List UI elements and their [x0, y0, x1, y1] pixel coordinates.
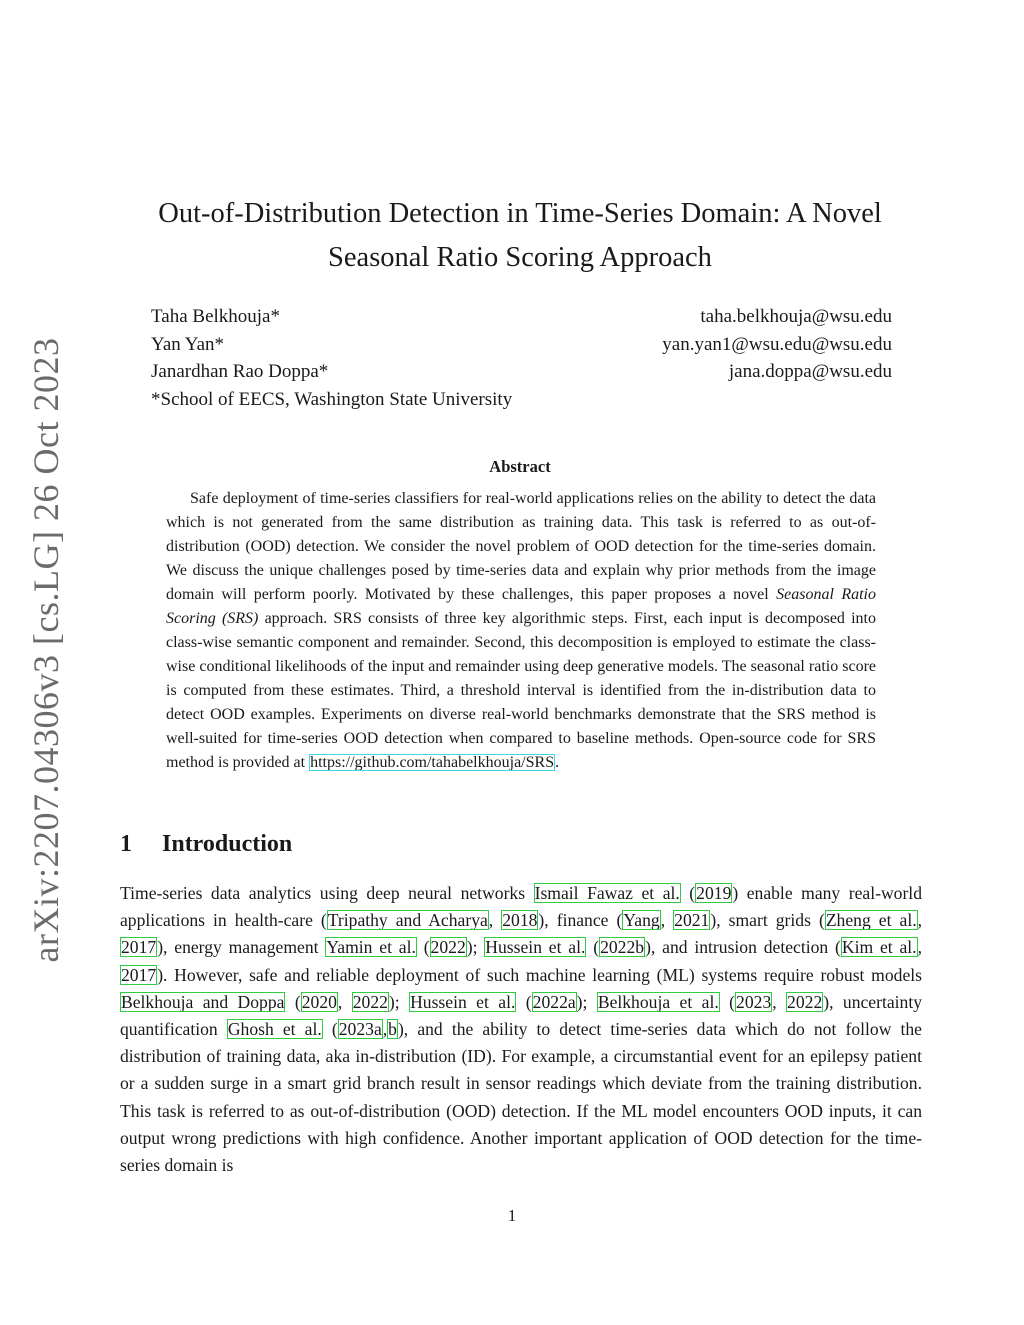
- citation-link[interactable]: 2022b: [600, 937, 645, 958]
- body-text: (: [719, 991, 736, 1012]
- author-email: yan.yan1@wsu.edu@wsu.edu: [662, 333, 892, 355]
- author-name: Janardhan Rao Doppa*: [151, 361, 329, 382]
- citation-link[interactable]: Hussein et al.: [410, 991, 516, 1012]
- citation-link[interactable]: Tripathy and Acharya: [327, 910, 488, 931]
- section-title: Introduction: [162, 831, 293, 857]
- intro-paragraph: [120, 880, 922, 1179]
- body-text: ,: [337, 991, 352, 1012]
- arxiv-identifier: arXiv:2207.04306v3 [cs.LG] 26 Oct 2023: [26, 337, 66, 963]
- author-row: [151, 358, 892, 386]
- body-text: ,: [660, 910, 674, 931]
- author-email: taha.belkhouja@wsu.edu: [700, 306, 892, 327]
- body-text: );: [576, 991, 597, 1012]
- citation-link[interactable]: 2017: [121, 937, 157, 958]
- abstract-text: .: [555, 754, 560, 771]
- abstract-text: Safe deployment of time-series classifiers for real-world applications relies on the ability to detect the data which is not generated from the same distribution as training data. This task is referred to as out-of-distribution (OOD) detection. We consider the novel problem of OOD detection for the time-series domain. We discuss the unique challenges posed by time-series data and explain why prior methods from the image domain will perform poorly. Motivated by these challenges, this paper proposes a novel: [166, 490, 876, 603]
- body-text: );: [388, 991, 410, 1012]
- title-line-1: Out-of-Distribution Detection in Time-Series Domain: A Novel: [158, 198, 882, 229]
- citation-link[interactable]: Ghosh et al.: [227, 1019, 322, 1040]
- body-text: ). However, safe and reliable deployment of such machine learning (ML) systems require robust models: [157, 964, 922, 985]
- author-email: jana.doppa@wsu.edu: [728, 361, 892, 382]
- section-heading: [120, 831, 292, 858]
- body-text: (: [680, 883, 696, 903]
- abstract-body: [166, 487, 876, 775]
- citation-link[interactable]: 2018: [502, 910, 538, 931]
- body-text: ), and intrusion detection (: [645, 937, 841, 958]
- body-text: ,: [488, 910, 502, 931]
- author-row: [151, 331, 892, 359]
- method-name: Seasonal Ratio Scoring (SRS): [166, 586, 876, 627]
- body-text: ), smart grids (: [710, 910, 825, 931]
- affiliation-text: *School of EECS, Washington State University: [151, 388, 513, 410]
- citation-link[interactable]: Kim et al.: [841, 937, 917, 958]
- body-text: ,: [917, 910, 923, 931]
- body-text: ), energy management: [157, 937, 326, 958]
- code-url-link[interactable]: https://github.com/tahabelkhouja/SRS: [310, 754, 555, 771]
- citation-link[interactable]: 2019: [696, 883, 732, 903]
- author-block: [151, 303, 892, 413]
- page-number: 1: [507, 1206, 517, 1225]
- body-text: ), uncertainty quantification: [120, 991, 923, 1040]
- paper-title: [120, 192, 920, 280]
- body-text: (: [586, 937, 600, 958]
- body-text: (: [516, 991, 532, 1012]
- abstract-text: approach. SRS consists of three key algorithmic steps. First, each input is decomposed into class-wise semantic component and remainder. Second, this decomposition is employed to estimate the class-wise conditional likelihoods of the input and remainder using deep generative models. The seasonal ratio score is computed from these estimates. Third, a threshold interval is identified from the in-distribution data to detect OOD examples. Experiments on diverse real-world benchmarks demonstrate that the SRS method is well-suited for time-series OOD detection when compared to baseline methods. Open-source code for SRS method is provided at: [166, 610, 877, 771]
- citation-link[interactable]: 2022: [430, 937, 466, 958]
- citation-link[interactable]: 2017: [121, 964, 157, 985]
- author-affiliation: [151, 386, 892, 414]
- body-text: );: [466, 937, 485, 958]
- citation-link[interactable]: 2022: [787, 991, 823, 1012]
- citation-link[interactable]: Belkhouja et al.: [597, 991, 719, 1012]
- citation-link[interactable]: Hussein et al.: [485, 937, 586, 958]
- body-text: ,: [382, 1019, 388, 1040]
- citation-link[interactable]: Ismail Fawaz et al.: [534, 883, 680, 903]
- author-row: [151, 303, 892, 331]
- citation-link[interactable]: Yamin et al.: [326, 937, 416, 958]
- citation-link[interactable]: 2022a: [532, 991, 576, 1012]
- citation-link[interactable]: 2021: [674, 910, 710, 931]
- citation-link[interactable]: Yang: [623, 910, 660, 931]
- citation-link[interactable]: b: [388, 1019, 397, 1040]
- author-name: Taha Belkhouja*: [151, 306, 280, 327]
- body-text: ,: [917, 937, 922, 958]
- body-text: (: [416, 937, 430, 958]
- citation-link[interactable]: 2022: [352, 991, 388, 1012]
- body-text: ), and the ability to detect time-series data which do not follow the distribution of training data, aka in-distribution (ID). For example, a circumstantial event for an epilepsy patient or a sudden surge in a smart grid branch result in sensor readings which deviate from the training distribution. This task is referred to as out-of-distribution (OOD) detection. If the ML model encounters OOD inputs, it can output wrong predictions with high confidence. Another important application of OOD detection for the time-series domain is: [120, 1019, 922, 1176]
- arxiv-sidebar-stamp: [0, 337, 92, 963]
- body-text: Time-series data analytics using deep neural networks: [120, 883, 534, 903]
- body-text: (: [322, 1019, 338, 1040]
- section-number: 1: [120, 831, 132, 857]
- body-text: ), finance (: [538, 910, 623, 931]
- citation-link[interactable]: 2023a: [338, 1019, 382, 1040]
- body-text: ) enable many real-world applications in health-care (: [120, 883, 922, 931]
- body-text: (: [285, 991, 301, 1012]
- citation-link[interactable]: 2020: [301, 991, 337, 1012]
- citation-link[interactable]: Zheng et al.: [825, 910, 917, 931]
- body-text: ,: [772, 991, 787, 1012]
- author-name: Yan Yan*: [151, 333, 225, 355]
- abstract-heading: Abstract: [489, 457, 551, 476]
- citation-link[interactable]: 2023: [736, 991, 772, 1012]
- title-line-2: Seasonal Ratio Scoring Approach: [328, 242, 712, 273]
- citation-link[interactable]: Belkhouja and Doppa: [121, 991, 285, 1012]
